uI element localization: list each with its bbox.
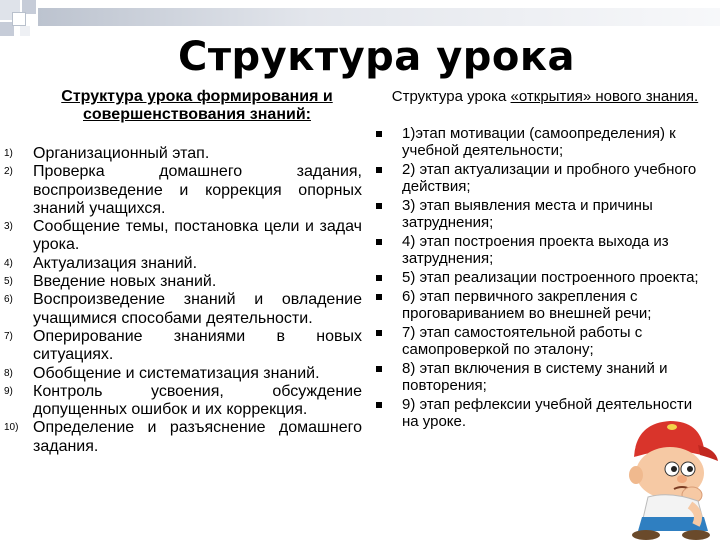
list-item xyxy=(0,255,362,273)
item-number: 2) xyxy=(4,166,13,178)
item-text: 1)этап мотивации (самоопределения) к учебной деятельности; xyxy=(402,125,676,159)
square-bullet-icon xyxy=(376,203,382,209)
header-gradient-bar xyxy=(38,8,720,26)
square-bullet-icon xyxy=(376,330,382,336)
list-item xyxy=(0,291,362,328)
right-heading-prefix: Структура урока xyxy=(391,88,511,105)
item-text: Оперирование знаниями в новых ситуациях. xyxy=(33,327,362,364)
item-text: Организационный этап. xyxy=(33,145,210,162)
square-bullet-icon xyxy=(376,167,382,173)
list-item xyxy=(0,383,362,420)
left-list xyxy=(0,145,362,456)
thinking-boy-illustration xyxy=(612,405,720,540)
item-number: 5) xyxy=(4,276,13,288)
item-number: 8) xyxy=(4,367,13,379)
right-heading-underlined: «открытия» нового знания. xyxy=(510,88,699,105)
list-item xyxy=(0,419,362,456)
left-heading: Структура урока формирования и совершенствования знаний: xyxy=(61,88,333,123)
item-text: Актуализация знаний. xyxy=(33,254,198,272)
list-item xyxy=(0,163,362,218)
item-text: 3) этап выявления места и причины затруднения; xyxy=(402,197,653,231)
list-item xyxy=(372,360,712,394)
decor-square xyxy=(20,26,30,36)
decor-square xyxy=(12,12,26,26)
slide-title: Структура урока xyxy=(178,34,576,80)
list-item xyxy=(0,365,362,383)
item-number: 4) xyxy=(4,257,13,269)
item-text: Сообщение темы, постановка цели и задач урока. xyxy=(33,218,362,254)
square-bullet-icon xyxy=(376,275,382,281)
item-text: Воспроизведение знаний и овладение учащимися способами деятельности. xyxy=(33,291,362,327)
item-text: Определение и разъяснение домашнего задания. xyxy=(33,419,362,455)
item-number: 6) xyxy=(4,294,13,306)
square-bullet-icon xyxy=(376,131,382,137)
item-text: Проверка домашнего задания, воспроизведение и коррекция опорных знаний учащихся. xyxy=(33,163,362,217)
square-bullet-icon xyxy=(376,366,382,372)
item-text: 8) этап включения в систему знаний и повторения; xyxy=(402,360,668,394)
item-number: 1) xyxy=(4,148,13,159)
list-item xyxy=(372,233,712,267)
list-item xyxy=(372,197,712,231)
list-item xyxy=(372,269,712,286)
item-number: 10) xyxy=(4,422,19,434)
list-item xyxy=(372,125,712,159)
item-text: Контроль усвоения, обсуждение допущенных ошибок и их коррекция. xyxy=(33,382,362,419)
item-number: 9) xyxy=(4,385,13,397)
item-number: 3) xyxy=(4,221,13,233)
list-item xyxy=(372,324,712,358)
item-text: 5) этап реализации построенного проекта; xyxy=(402,269,699,286)
item-number: 7) xyxy=(4,330,13,342)
square-bullet-icon xyxy=(376,294,382,300)
item-text: 6) этап первичного закрепления с проговариванием во внешней речи; xyxy=(402,288,652,322)
list-item xyxy=(0,273,362,291)
square-bullet-icon xyxy=(376,239,382,245)
item-text: Обобщение и систематизация знаний. xyxy=(33,364,320,382)
item-text: 2) этап актуализации и пробного учебного действия; xyxy=(402,161,697,195)
list-item xyxy=(0,218,362,255)
list-item xyxy=(372,288,712,322)
item-text: 9) этап рефлексии учебной деятельности на уроке. xyxy=(402,396,693,430)
item-text: 4) этап построения проекта выхода из затруднения; xyxy=(402,233,669,267)
square-bullet-icon xyxy=(376,402,382,408)
item-text: 7) этап самостоятельной работы с самопроверкой по эталону; xyxy=(402,324,643,358)
item-text: Введение новых знаний. xyxy=(33,273,217,291)
list-item xyxy=(0,328,362,365)
right-heading xyxy=(380,88,710,105)
list-item xyxy=(0,145,362,163)
list-item xyxy=(372,161,712,195)
right-list xyxy=(372,125,712,432)
